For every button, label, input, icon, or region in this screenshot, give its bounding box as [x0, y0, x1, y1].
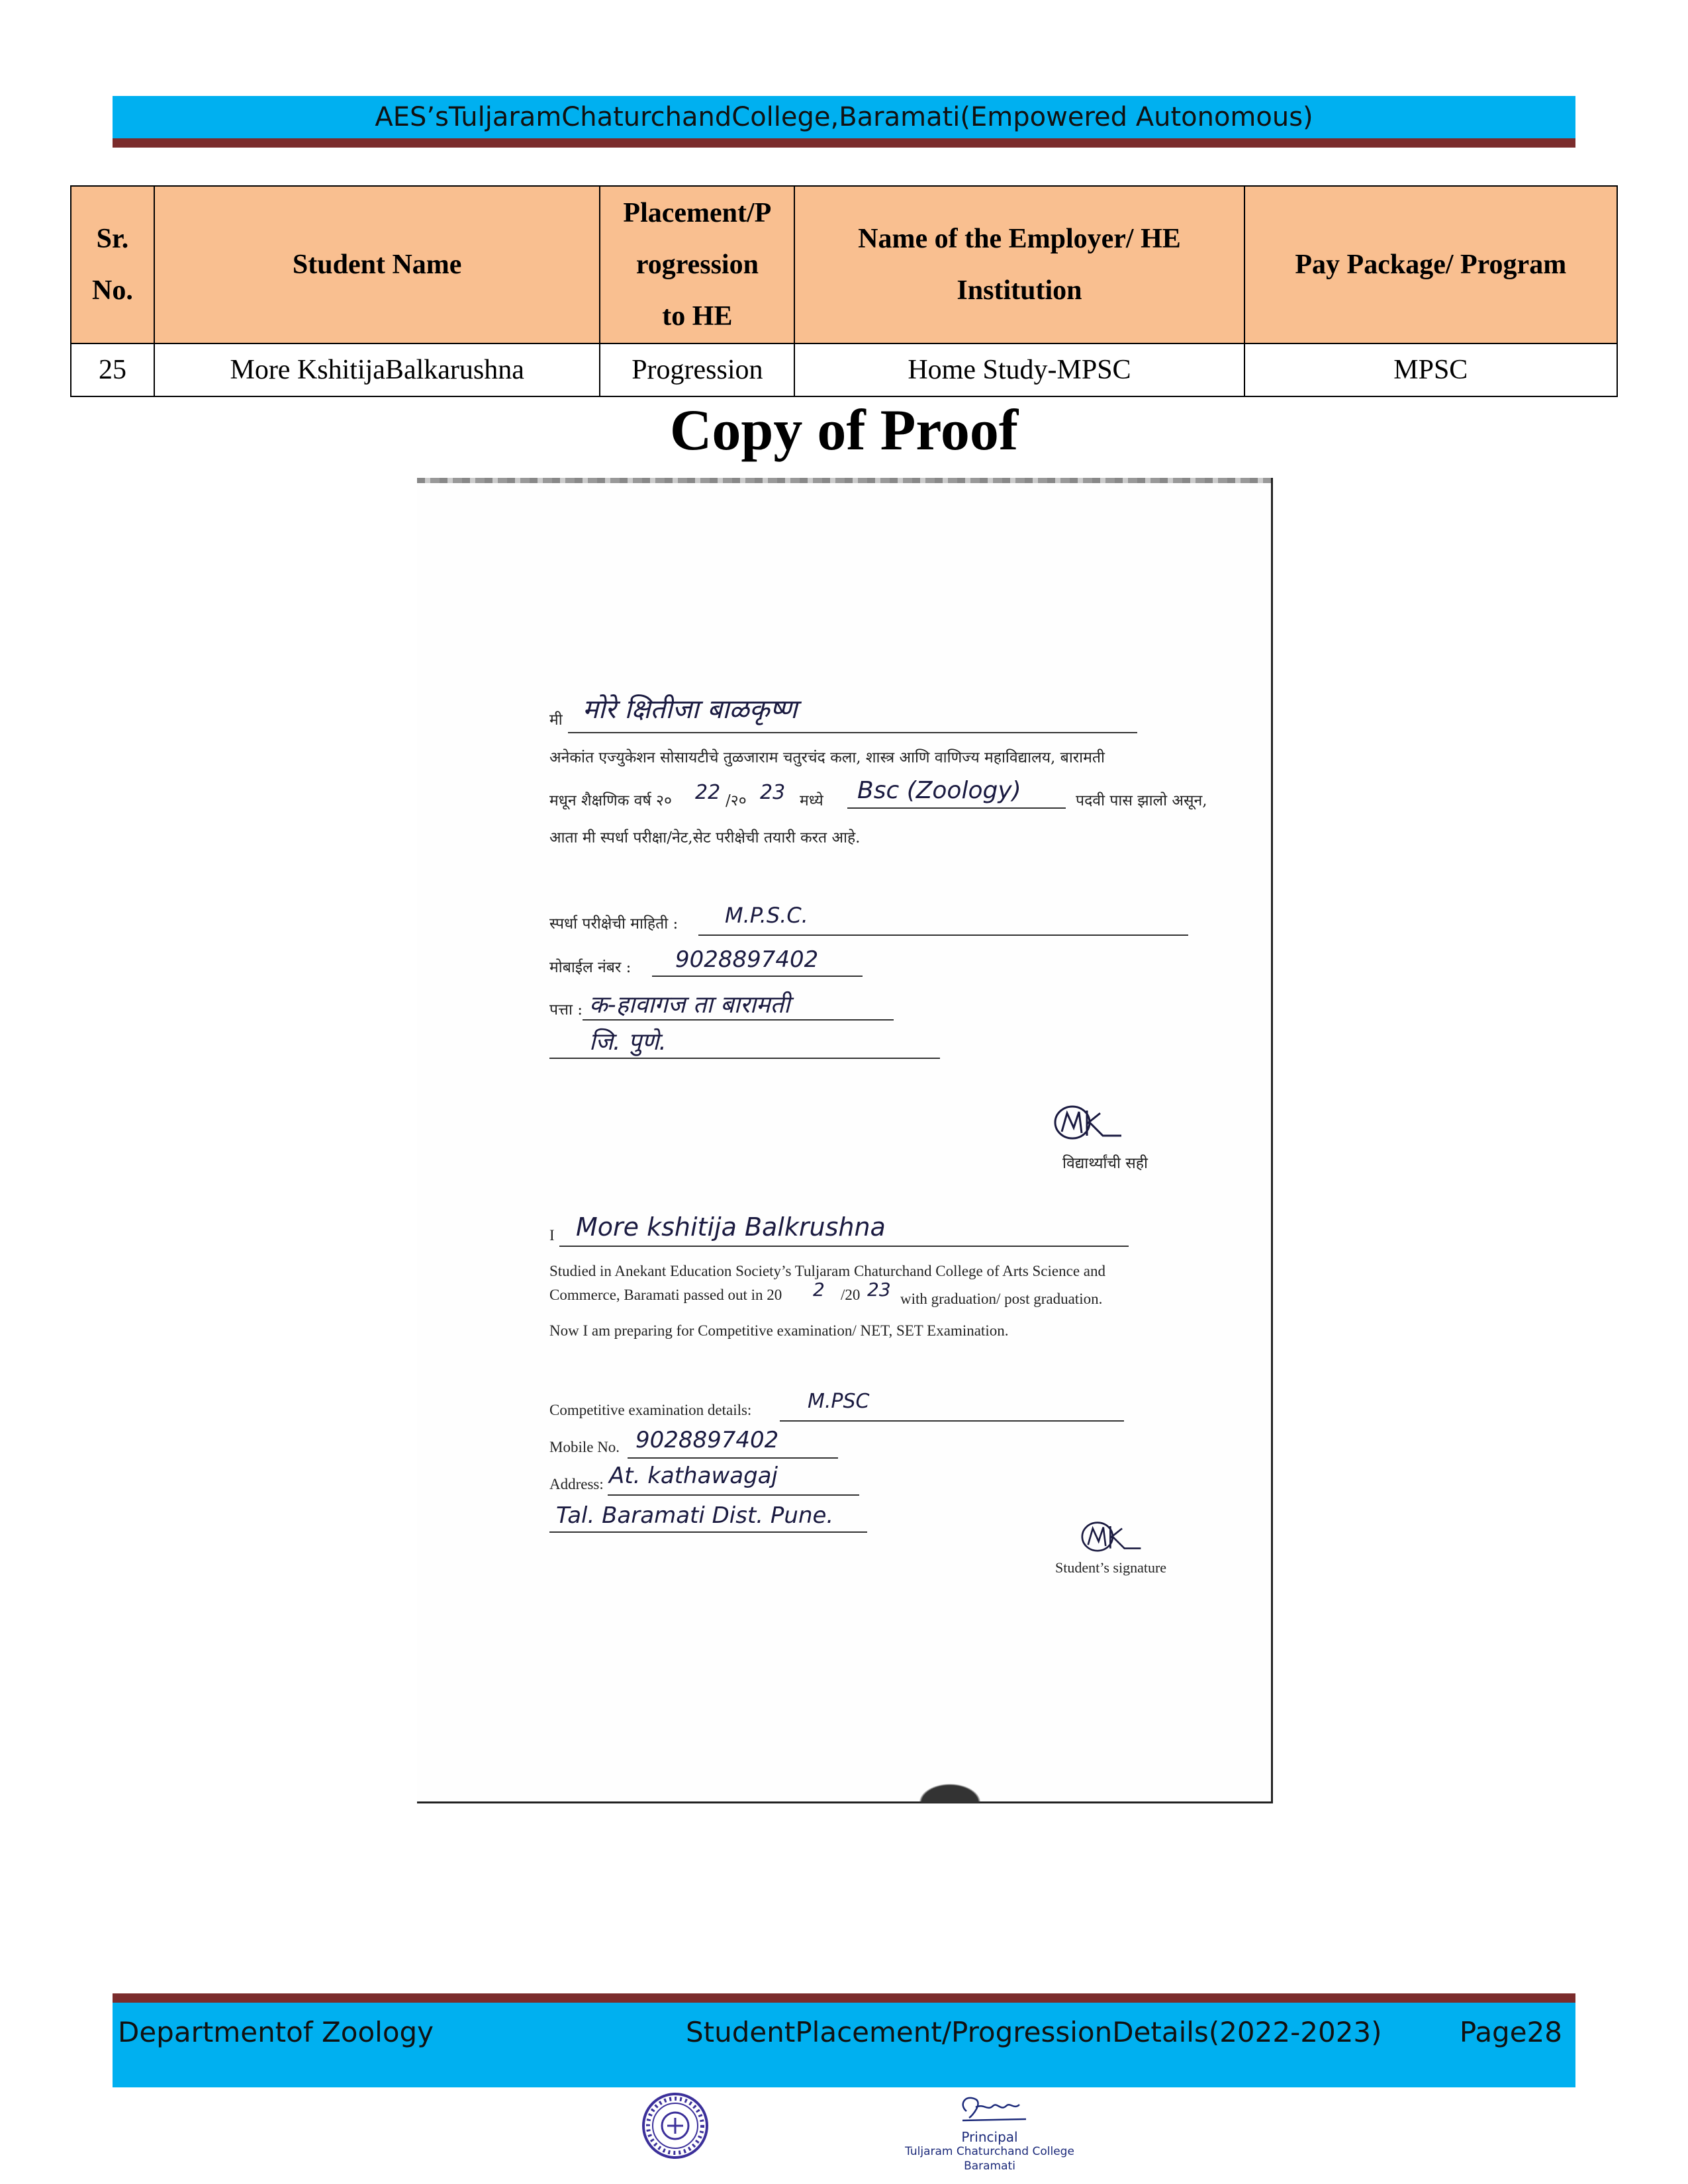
footer-page-number: Page28 [1459, 2016, 1562, 2048]
mr-line-3-suffix: पदवी पास झालो असून, [1076, 792, 1207, 809]
cell-employer: Home Study-MPSC [794, 343, 1244, 396]
header-bar [113, 96, 1575, 138]
en-mobile-underline [628, 1457, 838, 1459]
footer-rule [113, 1993, 1575, 2003]
header-rule [113, 138, 1575, 148]
mr-mobile-value: 9028897402 [675, 946, 819, 973]
col-sr-no: Sr. No. [71, 186, 154, 343]
en-name-value: More kshitija Balkrushna [576, 1212, 886, 1242]
principal-signature [953, 2091, 1033, 2126]
en-exam-underline [780, 1420, 1124, 1422]
footer-bar [113, 2003, 1575, 2087]
footer-details: StudentPlacement/ProgressionDetails(2022-2023) [686, 2016, 1382, 2048]
col-employer: Name of the Employer/ HE Institution [794, 186, 1244, 343]
mr-mobile-label: मोबाईल नंबर : [549, 959, 632, 976]
scan-edge-shadow [914, 1780, 986, 1803]
principal-block [880, 2130, 1099, 2173]
mr-exam-label: स्पर्धा परीक्षेची माहिती : [549, 915, 679, 933]
cell-student-name: More KshitijaBalkarushna [154, 343, 600, 396]
college-seal-icon [641, 2091, 710, 2160]
mr-signature-label: विद्यार्थ्यांची सही [1062, 1155, 1148, 1172]
mr-name-underline [568, 732, 1137, 733]
principal-title: Principal [961, 2129, 1018, 2145]
table-header-row [71, 186, 1617, 343]
mr-address-value-2: जि. पुणे. [589, 1028, 667, 1056]
en-address-label: Address: [549, 1476, 604, 1492]
en-mobile-value: 9028897402 [635, 1427, 779, 1453]
proof-title: Copy of Proof [669, 398, 1019, 463]
en-name-prefix: I [549, 1227, 555, 1244]
en-address-value-1: At. kathawagaj [609, 1463, 778, 1489]
student-signature-2 [1079, 1516, 1145, 1557]
en-year-start: 2 [813, 1279, 825, 1300]
mr-line-3-mid: /२० [726, 792, 747, 809]
cell-sr-no: 25 [71, 343, 154, 396]
en-address-value-2: Tal. Baramati Dist. Pune. [556, 1502, 834, 1529]
mr-line-3-prefix: मधून शैक्षणिक वर्ष २० [549, 792, 672, 809]
en-address-underline-2 [549, 1531, 867, 1533]
placement-table [70, 185, 1618, 397]
col-student-name: Student Name [154, 186, 600, 343]
en-para-1a: Studied in Anekant Education Society’s Tuljaram Chaturchand College of Arts Science and [549, 1263, 1105, 1279]
en-year-end: 23 [867, 1279, 891, 1300]
en-para-1b-mid: /20 [841, 1287, 861, 1303]
mr-mobile-underline [652, 976, 863, 977]
mr-degree: Bsc (Zoology) [857, 777, 1021, 804]
scanned-proof-document [417, 478, 1273, 1803]
mr-address-value-1: क-हावागज ता बारामती [589, 991, 790, 1019]
header-title: AES’sTuljaramChaturchandCollege,Baramati(Empowered Autonomous) [375, 102, 1313, 132]
mr-degree-underline [847, 807, 1066, 809]
col-package: Pay Package/ Program [1244, 186, 1617, 343]
mr-line-2: अनेकांत एज्युकेशन सोसायटीचे तुळजाराम चतुरचंद कला, शास्त्र आणि वाणिज्य महाविद्यालय, बारामती [549, 749, 1105, 766]
en-signature-label: Student’s signature [1055, 1559, 1167, 1576]
mr-address-label: पत्ता : [549, 1001, 583, 1019]
principal-college: Tuljaram Chaturchand College [905, 2145, 1074, 2158]
mr-address-underline-2 [549, 1058, 940, 1059]
en-name-underline [559, 1246, 1129, 1247]
cell-package: MPSC [1244, 343, 1617, 396]
en-para-1b-suffix: with graduation/ post graduation. [900, 1291, 1103, 1307]
mr-name-value: मोरे क्षितीजा बाळकृष्ण [583, 694, 798, 725]
mr-year-start: 22 [695, 781, 721, 804]
footer-department: Departmentof Zoology [118, 2016, 434, 2048]
scan-edge [417, 478, 1271, 483]
mr-line-4: आता मी स्पर्धा परीक्षा/नेट,सेट परीक्षेची तयारी करत आहे. [549, 829, 861, 846]
en-para-1b-prefix: Commerce, Baramati passed out in 20 [549, 1287, 782, 1303]
en-address-underline-1 [608, 1494, 859, 1496]
en-exam-label: Competitive examination details: [549, 1402, 752, 1418]
mr-exam-underline [698, 934, 1188, 936]
mr-year-end: 23 [760, 781, 786, 804]
mr-line-3-after-year: मध्ये [800, 792, 823, 809]
cell-placement: Progression [600, 343, 794, 396]
en-para-2: Now I am preparing for Competitive examination/ NET, SET Examination. [549, 1322, 1009, 1339]
principal-city: Baramati [964, 2160, 1015, 2173]
mr-name-label: मी [549, 711, 563, 729]
mr-exam-value: M.P.S.C. [725, 903, 808, 928]
mr-address-underline-1 [583, 1019, 894, 1021]
en-exam-value: M.PSC [808, 1390, 870, 1413]
col-placement: Placement/P rogression to HE [600, 186, 794, 343]
table-row [71, 343, 1617, 396]
en-mobile-label: Mobile No. [549, 1439, 620, 1455]
student-signature-1 [1053, 1099, 1125, 1145]
